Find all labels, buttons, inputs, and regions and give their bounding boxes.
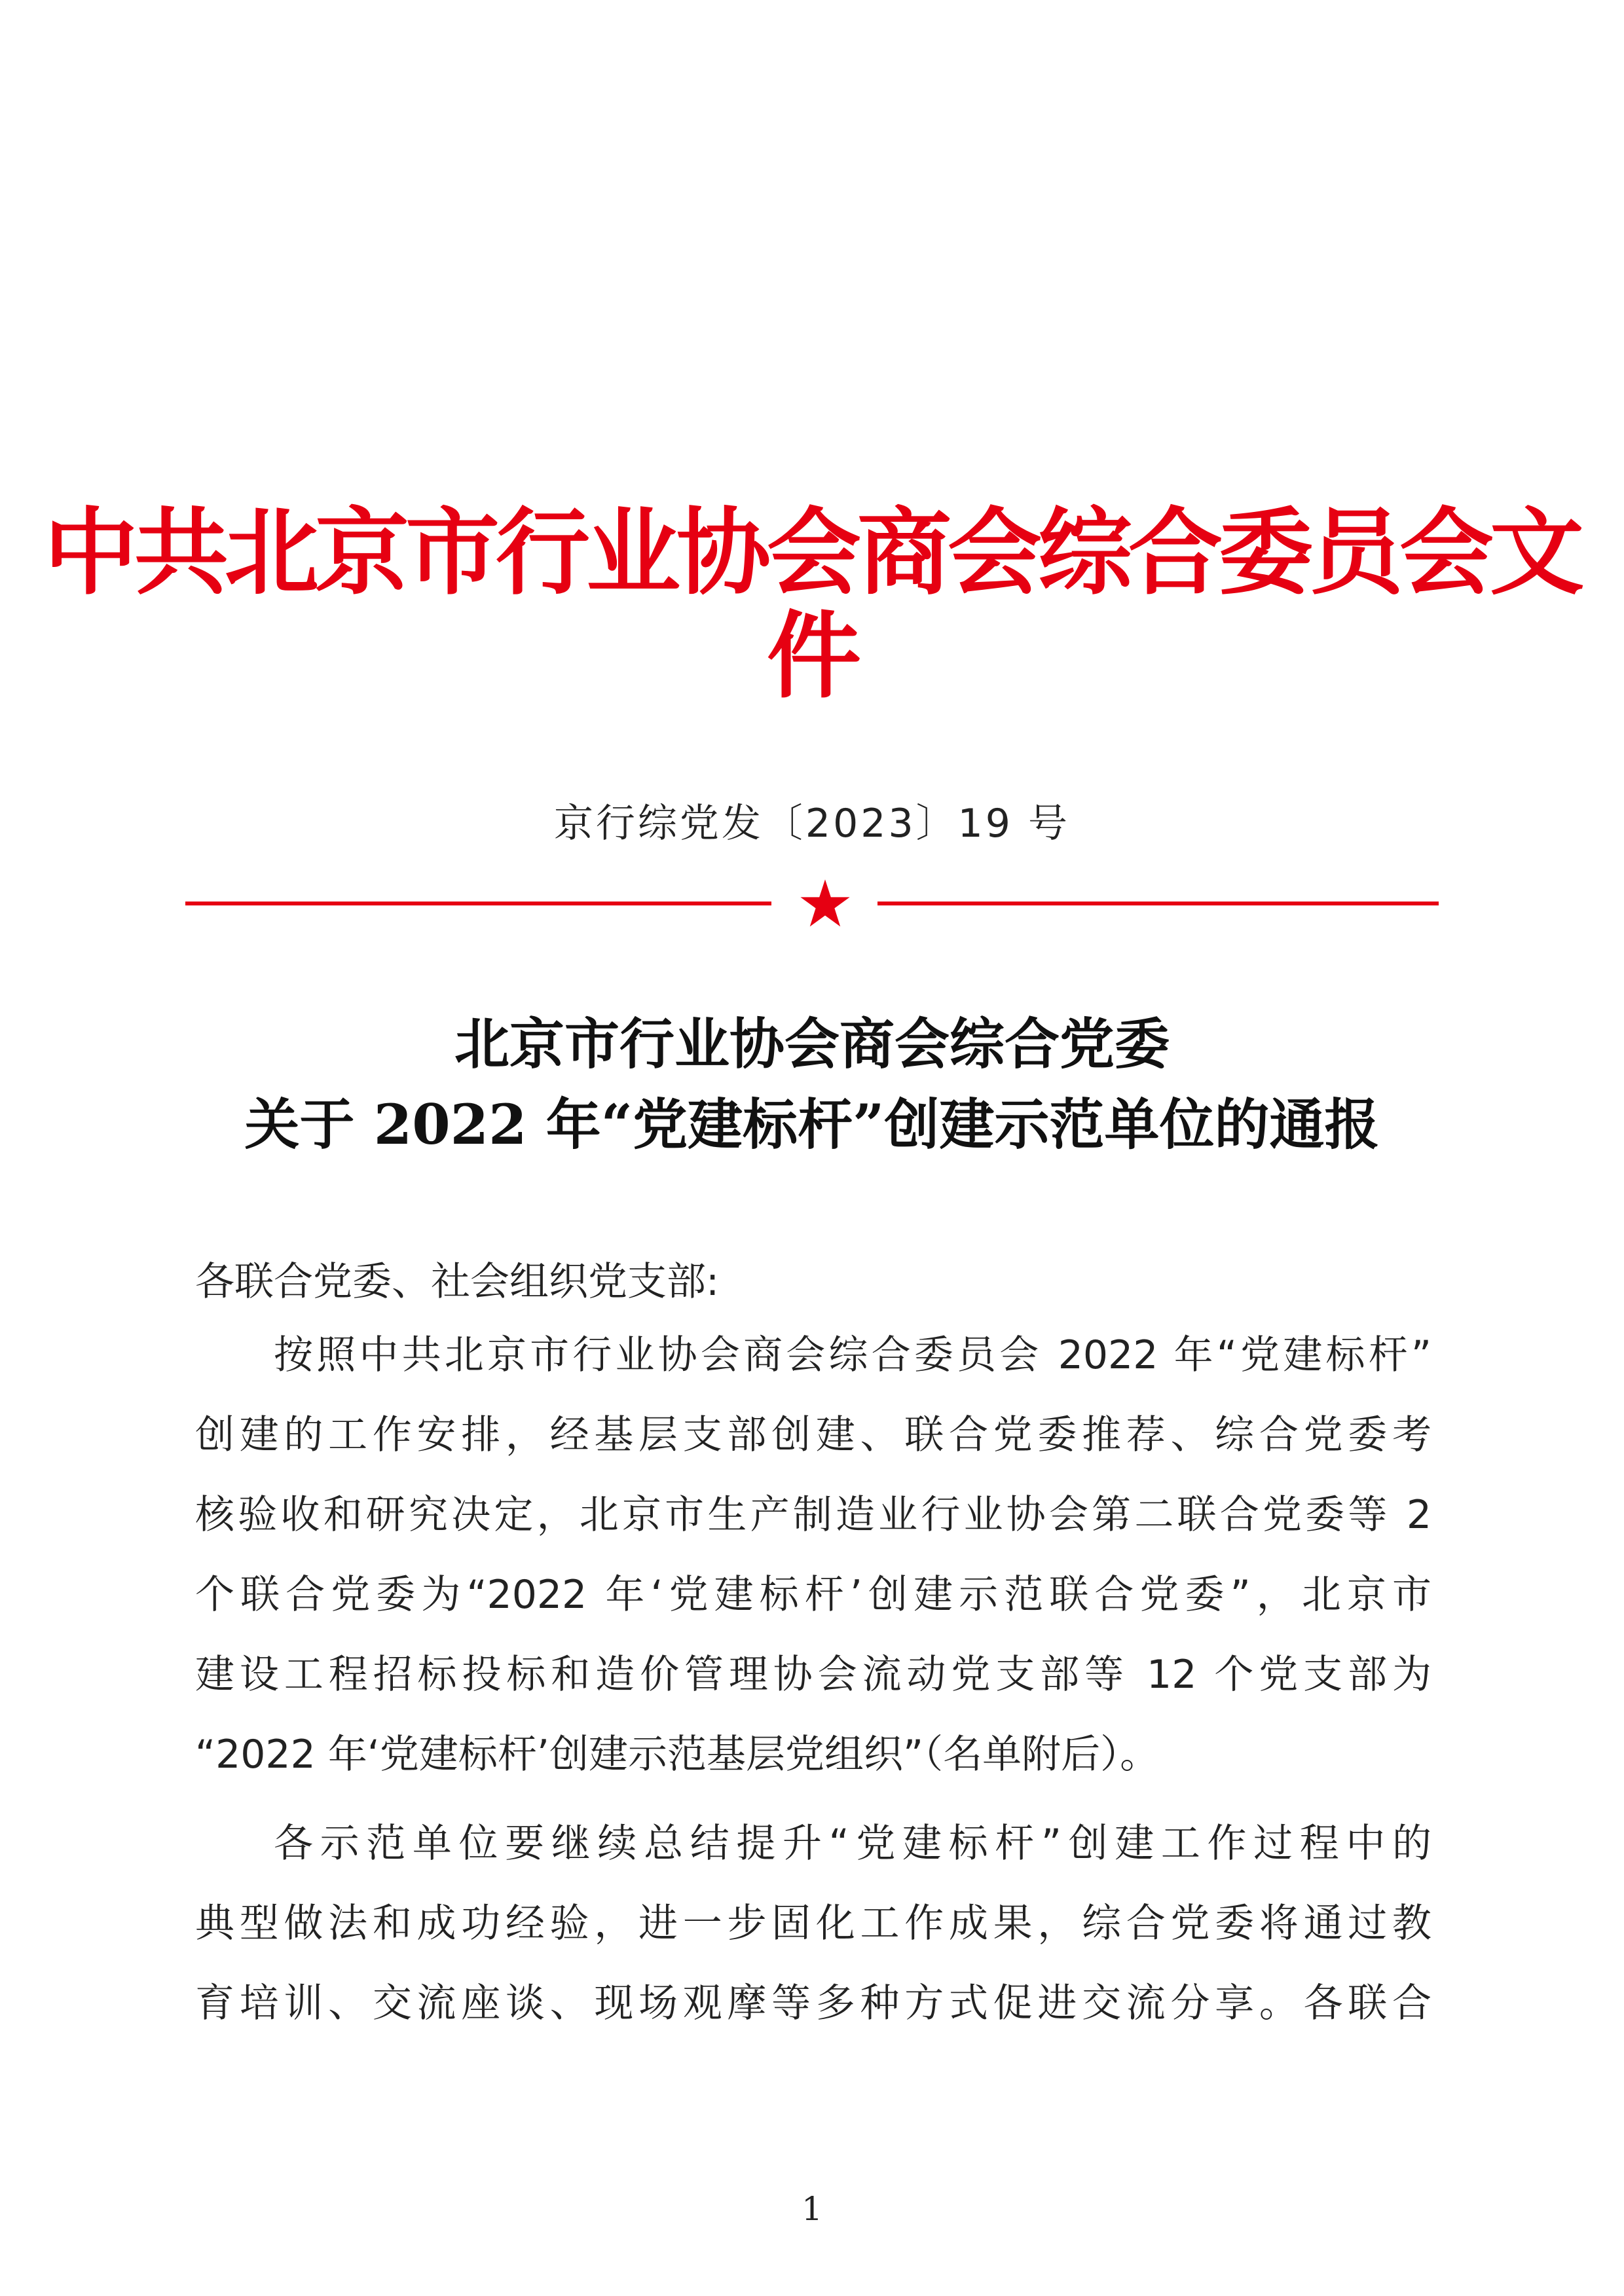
body-line: 典型做法和成功经验，进一步固化工作成果，综合党委将通过教: [195, 1901, 1431, 1946]
page-number: 1: [802, 2190, 822, 2228]
document-masthead: 中共北京市行业协会商会综合委员会文件: [43, 497, 1580, 712]
star-icon: [799, 877, 851, 930]
body-line: 各示范单位要继续总结提升“党建标杆”创建工作过程中的: [274, 1821, 1431, 1867]
notice-title-line-2: 关于 2022 年“党建标杆”创建示范单位的通报: [244, 1092, 1380, 1157]
body-line: 按照中共北京市行业协会商会综合委员会 2022 年“党建标杆”: [274, 1332, 1431, 1378]
document-number: 京行综党发〔2023〕19 号: [553, 801, 1071, 847]
body-line: 个联合党委为“2022 年‘党建标杆’创建示范联合党委”，北京市: [195, 1572, 1431, 1618]
body-line: 创建的工作安排，经基层支部创建、联合党委推荐、综合党委考: [195, 1412, 1431, 1458]
body-line: “2022 年‘党建标杆’创建示范基层党组织”（名单附后）。: [195, 1732, 1160, 1777]
body-line: 核验收和研究决定，北京市生产制造业行业协会第二联合党委等 2: [195, 1492, 1431, 1538]
body-line: 育培训、交流座谈、现场观摩等多种方式促进交流分享。各联合: [195, 1980, 1431, 2026]
salutation: 各联合党委、社会组织党支部:: [195, 1259, 720, 1305]
body-line: 建设工程招标投标和造价管理协会流动党支部等 12 个党支部为: [195, 1652, 1431, 1698]
divider-line-right: [877, 902, 1439, 905]
divider-line-left: [185, 902, 771, 905]
notice-title-line-1: 北京市行业协会商会综合党委: [454, 1011, 1170, 1076]
